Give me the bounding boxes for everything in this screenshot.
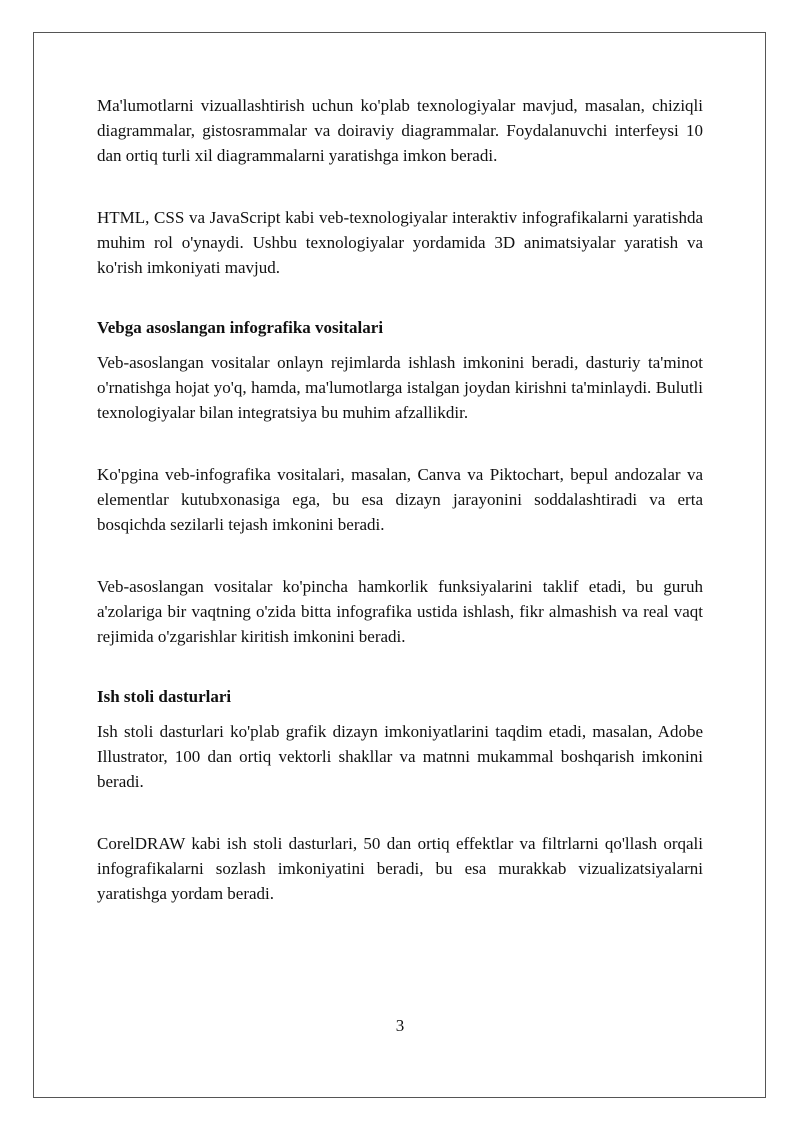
paragraph-visualization-tech: Ma'lumotlarni vizuallashtirish uchun ko'plab texnologiyalar mavjud, masalan, chiziqli diagrammalar, gistosrammalar va doiraviy diagrammalar. Foydalanuvchi interfeysi 10 dan ortiq turli xil diagrammalarni yaratishga imkon beradi. (97, 96, 703, 165)
paragraph-collaboration: Veb-asoslangan vositalar ko'pincha hamkorlik funksiyalarini taklif etadi, bu guruh a'zolariga bir vaqtning o'zida bitta infografika ustida ishlash, fikr almashish va real vaqt rejimida o'zgarishlar kiritish imkonini beradi. (97, 577, 703, 646)
paragraph-web-technologies: HTML, CSS va JavaScript kabi veb-texnologiyalar interaktiv infografikalarni yaratishda muhim rol o'ynaydi. Ushbu texnologiyalar yordamida 3D animatsiyalar yaratish va ko'rish imkoniyati mavjud. (97, 208, 703, 277)
page-number: 3 (395, 1016, 405, 1035)
paragraph-web-tools-online: Veb-asoslangan vositalar onlayn rejimlarda ishlash imkonini beradi, dasturiy ta'minot o'rnatishga hojat yo'q, hamda, ma'lumotlarga istalgan joydan kirishni ta'minlaydi. Bulutli texnologiyalar bilan integratsiya bu muhim afzallikdir. (97, 353, 703, 422)
document-body (97, 93, 703, 906)
paragraph-coreldraw: CorelDRAW kabi ish stoli dasturlari, 50 dan ortiq effektlar va filtrlarni qo'llash orqali infografikalarni sozlash imkoniyatini beradi, bu esa murakkab vizualizatsiyalarni yaratishga yordam beradi. (97, 834, 703, 903)
paragraph-adobe-illustrator: Ish stoli dasturlari ko'plab grafik dizayn imkoniyatlarini taqdim etadi, masalan, Adobe Illustrator, 100 dan ortiq vektorli shakllar va matnni mukammal boshqarish imkonini beradi. (97, 722, 703, 791)
heading-desktop-software: Ish stoli dasturlari (97, 687, 232, 706)
paragraph-canva-piktochart: Ko'pgina veb-infografika vositalari, masalan, Canva va Piktochart, bepul andozalar va elementlar kutubxonasiga ega, bu esa dizayn jarayonini soddalashtiradi va erta bosqichda sezilarli tejash imkonini beradi. (97, 465, 703, 534)
heading-web-infographic-tools: Vebga asoslangan infografika vositalari (97, 318, 384, 337)
